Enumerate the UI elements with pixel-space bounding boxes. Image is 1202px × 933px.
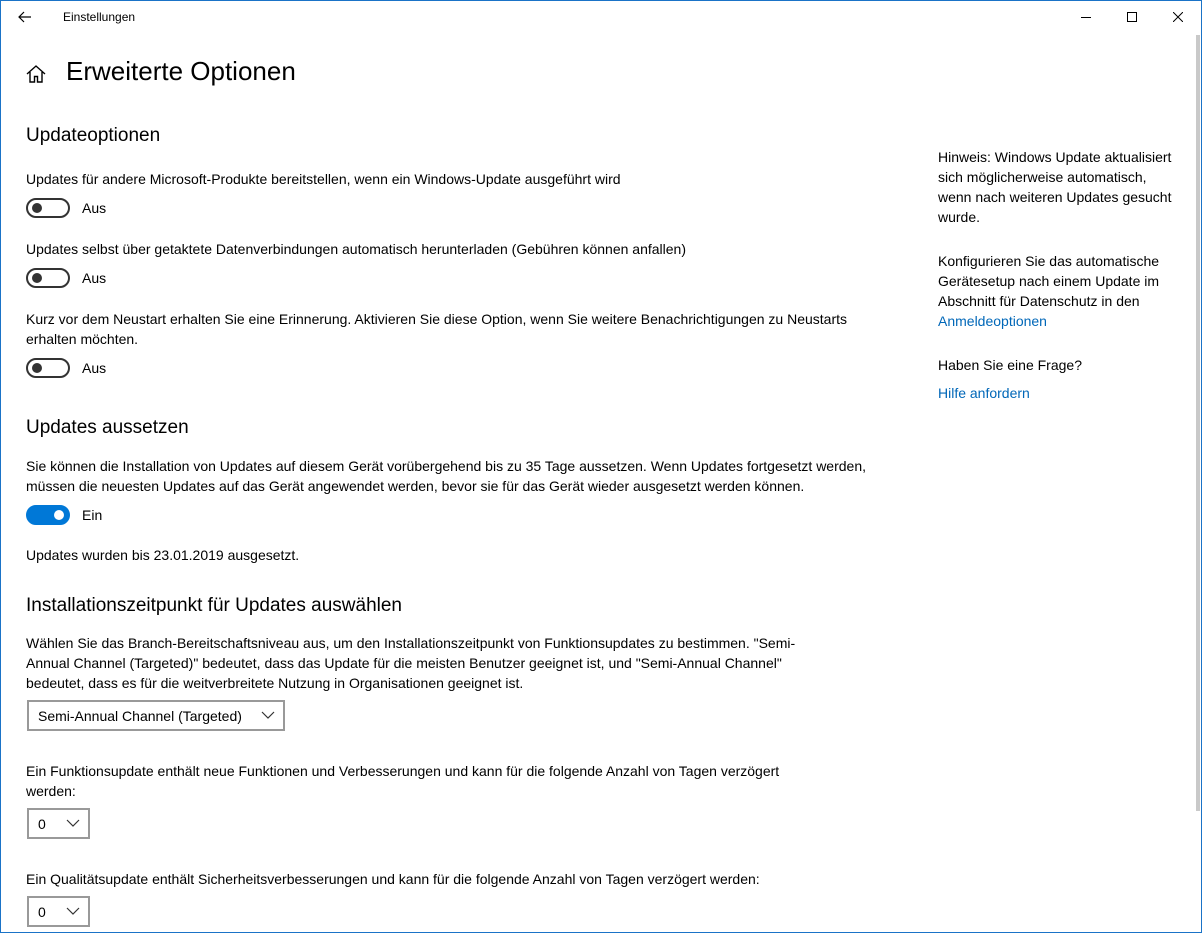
pause-description: Sie können die Installation von Updates auf diesem Gerät vorübergehend bis zu 35 Tage aussetzen. Wenn Updates fortgesetzt werden, müssen die neuesten Updates auf das Gerät angewendet werden, bevor sie für das Gerät wieder ausgesetzt werden können. [26, 458, 867, 494]
option-restart-reminder-text: Kurz vor dem Neustart erhalten Sie eine Erinnerung. Aktivieren Sie diese Option, wenn Sie weitere Benachrichtigungen zu Neustarts erhalten möchten. [26, 311, 848, 347]
toggle-knob [32, 273, 42, 283]
feature-days-select[interactable] [27, 808, 90, 839]
pause-updates-toggle-state: Ein [82, 507, 103, 523]
scrollbar[interactable] [1196, 35, 1200, 811]
close-icon [1173, 12, 1183, 22]
close-button[interactable] [1155, 1, 1201, 33]
quality-days-select[interactable] [27, 896, 90, 927]
toggle-knob [32, 363, 42, 373]
metered-toggle[interactable] [26, 268, 70, 288]
option-restart-reminder-row [26, 357, 106, 379]
side-config [938, 251, 1183, 331]
minimize-button[interactable] [1063, 1, 1109, 33]
side-question: Haben Sie eine Frage? [938, 357, 1082, 373]
sign-in-options-link[interactable]: Anmeldeoptionen [938, 313, 1047, 329]
branch-readiness-select[interactable] [27, 700, 285, 731]
arrow-left-icon [18, 11, 32, 23]
pause-row [26, 504, 102, 526]
maximize-icon [1127, 12, 1137, 22]
minimize-icon [1081, 12, 1091, 22]
page-title: Erweiterte Optionen [66, 56, 296, 86]
branch-description: Wählen Sie das Branch-Bereitschaftsniveau aus, um den Installationszeitpunkt von Funktionsupdates zu bestimmen. "Semi-Annual Channel (Targeted)" bedeutet, dass das Update für die meisten Benutzer geeignet ist, und "Semi-Annual Channel" bedeutet, dass es für die weitverbreitete Nutzung in Organisationen geeignet ist. [26, 635, 796, 691]
title-bar [1, 1, 1201, 33]
feature-days-value: 0 [38, 815, 46, 832]
chevron-down-icon [66, 906, 80, 916]
section-pause-title: Updates aussetzen [26, 417, 189, 438]
option-metered-text: Updates selbst über getaktete Datenverbindungen automatisch herunterladen (Gebühren können anfallen) [26, 241, 686, 257]
side-config-text: Konfigurieren Sie das automatische Gerätesetup nach einem Update im Abschnitt für Datenschutz in den [938, 253, 1160, 309]
toggle-knob [54, 510, 64, 520]
option-metered-row [26, 267, 106, 289]
metered-toggle-state: Aus [82, 270, 107, 286]
chevron-down-icon [66, 818, 80, 828]
section-update-options-title: Updateoptionen [26, 125, 161, 146]
chevron-down-icon [261, 710, 275, 720]
branch-readiness-value: Semi-Annual Channel (Targeted) [38, 707, 242, 724]
home-button[interactable] [25, 63, 47, 85]
back-button[interactable] [1, 1, 49, 33]
toggle-knob [32, 203, 42, 213]
option-other-products-text: Updates für andere Microsoft-Produkte bereitstellen, wenn ein Windows-Update ausgeführt wird [26, 171, 621, 187]
quality-days-value: 0 [38, 903, 46, 920]
other-products-toggle[interactable] [26, 198, 70, 218]
pause-updates-toggle[interactable] [26, 505, 70, 525]
restart-reminder-toggle-state: Aus [82, 360, 107, 376]
side-note: Hinweis: Windows Update aktualisiert sich möglicherweise automatisch, wenn nach weiteren Updates gesucht wurde. [938, 149, 1172, 225]
restart-reminder-toggle[interactable] [26, 358, 70, 378]
quality-update-description: Ein Qualitätsupdate enthält Sicherheitsverbesserungen und kann für die folgende Anzahl von Tagen verzögert werden: [26, 871, 760, 887]
feature-update-description: Ein Funktionsupdate enthält neue Funktionen und Verbesserungen und kann für die folgende Anzahl von Tagen verzögert werden: [26, 763, 780, 799]
other-products-toggle-state: Aus [82, 200, 107, 216]
pause-status: Updates wurden bis 23.01.2019 ausgesetzt. [26, 547, 300, 563]
section-install-time-title: Installationszeitpunkt für Updates auswählen [26, 595, 403, 616]
maximize-button[interactable] [1109, 1, 1155, 33]
option-other-products-row [26, 197, 106, 219]
app-title: Einstellungen [63, 10, 136, 24]
side-help [938, 383, 1183, 403]
home-icon [25, 63, 47, 85]
get-help-link[interactable]: Hilfe anfordern [938, 385, 1030, 401]
